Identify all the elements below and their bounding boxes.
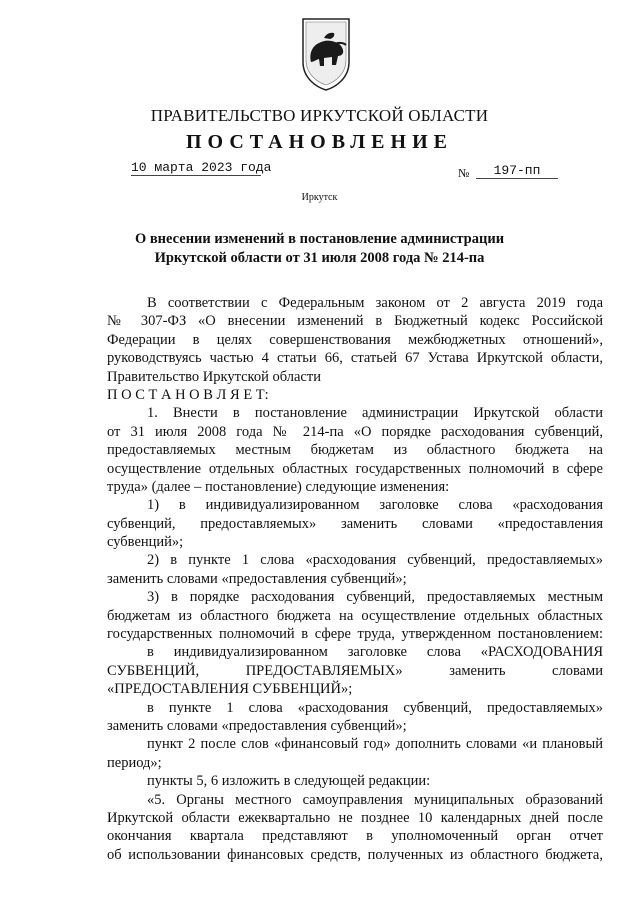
body-text-line: окончания квартала представляют в уполномоченный орган отчет bbox=[107, 828, 603, 845]
body-text-line: от 31 июля 2008 года № 214-па «О порядке расходования субвенций, bbox=[107, 423, 603, 440]
body-text-line: субвенций, предоставляемых» заменить словами «предоставления bbox=[107, 515, 603, 532]
body-text-line: Иркутской области ежеквартально не позднее 10 календарных дней после bbox=[107, 809, 603, 826]
body-text-line: бюджетам из областного бюджета на осуществление отдельных областных bbox=[107, 607, 603, 624]
body-text-line: руководствуясь частью 4 статьи 66, статьей 67 Устава Иркутской области, bbox=[107, 350, 603, 367]
body-text-line: период»; bbox=[107, 754, 162, 771]
document-title bbox=[0, 230, 639, 268]
body-text-line: осуществление отдельных областных государственных полномочий в сфере bbox=[107, 460, 603, 477]
body-text-line: 3) в порядке расходования субвенций, предоставляемых местным bbox=[147, 589, 603, 606]
body-text-line: 2) в пункте 1 слова «расходования субвенций, предоставляемых» bbox=[147, 552, 603, 569]
body-text-line: в индивидуализированном заголовке слова «РАСХОДОВАНИЯ bbox=[147, 644, 603, 661]
coat-of-arms-icon bbox=[300, 16, 352, 92]
body-text-line: труда» (далее – постановление) следующие изменения: bbox=[107, 478, 450, 495]
document-title-line: О внесении изменений в постановление администрации bbox=[134, 231, 505, 247]
body-text-line: № 307-ФЗ «О внесении изменений в Бюджетный кодекс Российской bbox=[107, 313, 603, 330]
body-text-line: «ПРЕДОСТАВЛЕНИЯ СУБВЕНЦИЙ»; bbox=[107, 681, 353, 698]
body-text-line: заменить словами «предоставления субвенций»; bbox=[107, 570, 407, 587]
document-body bbox=[107, 294, 603, 864]
body-text-line: государственных полномочий в сфере труда, утвержденном постановлением: bbox=[107, 626, 603, 643]
document-number: 197-пп bbox=[476, 163, 558, 179]
document-date: 10 марта 2023 года bbox=[131, 160, 272, 175]
body-text-line: в пункте 1 слова «расходования субвенций, предоставляемых» bbox=[147, 699, 603, 716]
body-text-line: пункт 2 после слов «финансовый год» дополнить словами «и плановый bbox=[147, 736, 603, 753]
body-text-line: субвенций»; bbox=[107, 534, 184, 551]
body-text-line: предоставляемых местным бюджетам из областного бюджета на bbox=[107, 442, 603, 459]
body-text-line: СУБВЕНЦИЙ, ПРЕДОСТАВЛЯЕМЫХ» заменить словами bbox=[107, 662, 603, 679]
body-text-line: Федерации в целях совершенствования межбюджетных отношений», bbox=[107, 331, 603, 348]
organization-name: ПРАВИТЕЛЬСТВО ИРКУТСКОЙ ОБЛАСТИ bbox=[150, 106, 489, 125]
body-text-line: заменить словами «предоставления субвенций»; bbox=[107, 717, 407, 734]
city-name: Иркутск bbox=[301, 192, 338, 203]
body-text-line: В соответствии с Федеральным законом от 2 августа 2019 года bbox=[147, 295, 603, 311]
body-text-line: 1. Внести в постановление администрации Иркутской области bbox=[147, 405, 603, 422]
document-type: ПОСТАНОВЛЕНИЕ bbox=[186, 131, 453, 153]
body-text-line: Правительство Иркутской области bbox=[107, 368, 321, 385]
body-text-line: 1) в индивидуализированном заголовке слова «расходования bbox=[147, 497, 603, 514]
body-text-line: П О С Т А Н О В Л Я Е Т: bbox=[107, 386, 269, 403]
document-title-line: Иркутской области от 31 июля 2008 года № 214-па bbox=[154, 250, 485, 266]
body-text-line: пункты 5, 6 изложить в следующей редакции: bbox=[147, 773, 431, 790]
number-sign: № bbox=[458, 166, 470, 180]
body-text-line: об использовании финансовых средств, полученных из областного бюджета, bbox=[107, 846, 603, 863]
body-text-line: «5. Органы местного самоуправления муниципальных образований bbox=[147, 791, 603, 808]
